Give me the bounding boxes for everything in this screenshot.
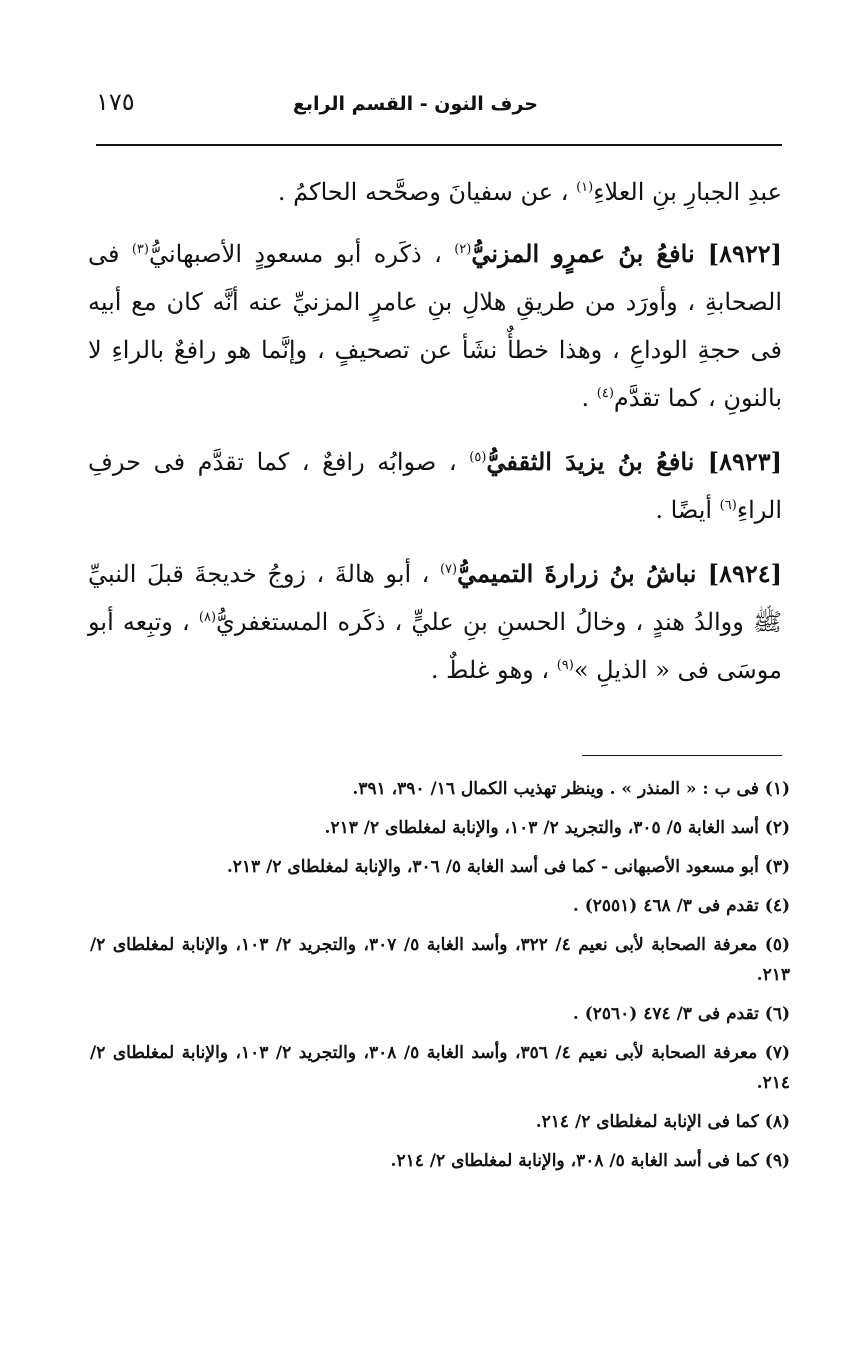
text-run: فى الصحابةِ ، وأورَد من طريقِ هلالِ بنِ عامرٍ المزنيِّ عنه أنَّه كان مع أبيه فى حجةِ الوداعِ ، وهذا خطأٌ نشَأ عن تصحيفٍ ، وإنَّما هو رافعٌ بالراءِ لا بالنونِ ، كما تقدَّم — [88, 240, 782, 412]
text-run: ، ذكَره أبو مسعودٍ الأصبهانيُّ — [148, 240, 455, 268]
footnote-ref: (٢) — [454, 242, 472, 257]
footnote-separator — [582, 755, 782, 756]
text-run: ، وتبِعه أبو موسَى فى « الذيلِ » — [88, 608, 782, 684]
entry-8923 — [88, 438, 782, 534]
entry-name: نافعُ بنُ يزيدَ الثقفيُّ — [486, 447, 708, 476]
footnote-ref: (٥) — [469, 450, 487, 465]
entry-number: [٨٩٢٣] — [707, 447, 782, 476]
text-run: عبدِ الجبارِ بنِ العلاءِ — [593, 178, 782, 206]
footnote-ref: (٨) — [198, 610, 217, 625]
text-run: ، أبو هالةَ ، زوجُ خديجةَ قبلَ النبيِّ ﷺ ووالدُ هندٍ ، وخالُ الحسنِ بنِ عليٍّ ، ذكَره المستغفريُّ — [88, 560, 782, 636]
page-number: ١٧٥ — [96, 88, 135, 116]
footnote-item: (٤) تقدم فى ٣/ ٤٦٨ (٢٥٥١) . — [572, 896, 790, 916]
footnote-ref: (٦) — [719, 498, 737, 513]
entry-name: نافعُ بنُ عمرٍو المزنيُّ — [471, 239, 708, 268]
entry-8924 — [88, 550, 782, 694]
footnote-item: (٥) معرفة الصحابة لأبى نعيم ٤/ ٣٢٢، وأسد الغابة ٥/ ٣٠٧، والتجريد ٢/ ١٠٣، والإنابة لمغلطاى ٢/ ٢١٣. — [90, 935, 790, 985]
header-rule — [96, 144, 782, 146]
main-text — [88, 168, 782, 710]
footnote-item: (٧) معرفة الصحابة لأبى نعيم ٤/ ٣٥٦، وأسد الغابة ٥/ ٣٠٨، والتجريد ٢/ ١٠٣، والإنابة لمغلطاى ٢/ ٢١٤. — [90, 1043, 790, 1093]
footnote-item: (٩) كما فى أسد الغابة ٥/ ٣٠٨، والإنابة لمغلطاى ٢/ ٢١٤. — [390, 1151, 790, 1171]
footnote-item: (٦) تقدم فى ٣/ ٤٧٤ (٢٥٦٠) . — [572, 1004, 790, 1024]
entry-name: نباشُ بنُ زرارةَ التميميُّ — [457, 559, 708, 588]
footnote-ref: (٤) — [596, 386, 614, 401]
footnote-ref: (٣) — [131, 242, 149, 257]
running-title: حرف النون - القسم الرابع — [292, 93, 538, 115]
entry-8922 — [88, 230, 782, 422]
entry-number: [٨٩٢٤] — [707, 559, 782, 588]
text-run: أيضًا . — [655, 496, 720, 524]
footnote-item: (٢) أسد الغابة ٥/ ٣٠٥، والتجريد ٢/ ١٠٣، والإنابة لمغلطاى ٢/ ٢١٣. — [324, 818, 790, 838]
text-run: . — [581, 384, 597, 412]
footnote-item: (١) فى ب : « المنذر » . وينظر تهذيب الكمال ١٦/ ٣٩٠، ٣٩١. — [352, 779, 790, 799]
footnote-ref: (٧) — [439, 562, 458, 577]
text-run: ، وهو غلطٌ . — [430, 656, 557, 684]
footnote-item: (٨) كما فى الإنابة لمغلطاى ٢/ ٢١٤. — [535, 1112, 790, 1132]
footnotes — [90, 774, 790, 1185]
entry-number: [٨٩٢٢] — [707, 239, 782, 268]
footnote-ref: (١) — [576, 180, 594, 195]
footnote-item: (٣) أبو مسعود الأصبهانى - كما فى أسد الغابة ٥/ ٣٠٦، والإنابة لمغلطاى ٢/ ٢١٣. — [226, 857, 790, 877]
footnote-ref: (٩) — [556, 658, 574, 673]
text-run: ، صوابُه رافعٌ ، كما تقدَّم فى حرفِ الراءِ — [88, 448, 782, 524]
continuation-paragraph — [88, 168, 782, 216]
text-run: ، عن سفيانَ وصحَّحه الحاكمُ . — [277, 178, 577, 206]
